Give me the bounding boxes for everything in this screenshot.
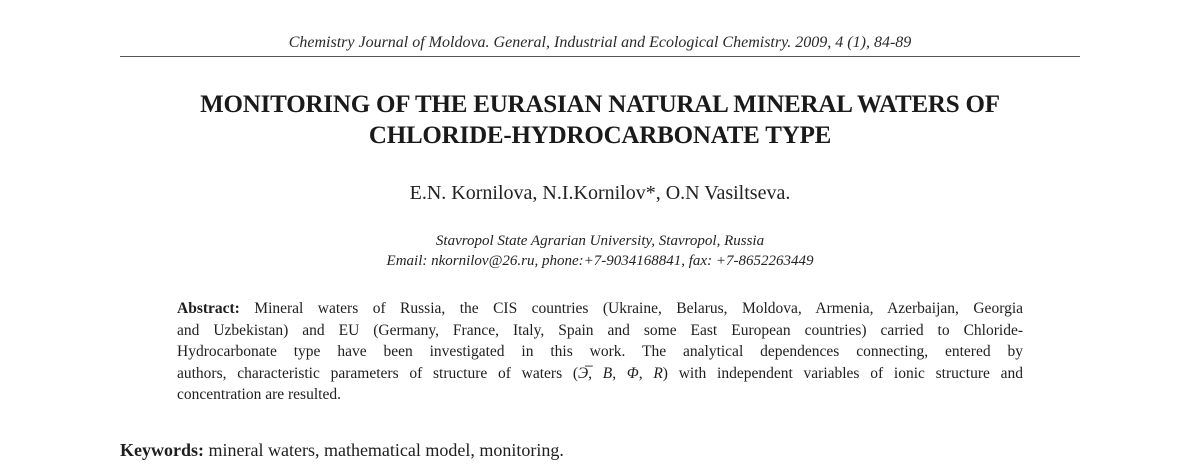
author-list: E.N. Kornilova, N.I.Kornilov*, O.N Vasiltseva. [409, 182, 791, 204]
abstract-label: Abstract: [177, 300, 240, 317]
header-rule [120, 56, 1080, 57]
contact-info: Email: nkornilov@26.ru, phone:+7-9034168841, fax: +7-8652263449 [386, 253, 814, 269]
abstract-text: authors, characteristic parameters of structure of waters ( [177, 364, 579, 382]
abstract-line: and Uzbekistan) and EU (Germany, France, Italy, Spain and some East European countries) carried to Chloride- [177, 321, 1023, 339]
title-line-2: CHLORIDE-HYDROCARBONATE TYPE [368, 122, 832, 149]
abstract-line: Hydrocarbonate type have been investigated in this work. The analytical dependences connecting, entered by [177, 343, 1023, 360]
running-header: Chemistry Journal of Moldova. General, Industrial and Ecological Chemistry. 2009, 4 (1), 84-89 [288, 34, 912, 51]
article-title [100, 89, 1100, 151]
abstract-line [177, 298, 1023, 320]
keywords-label: Keywords: [120, 440, 204, 460]
title-line-1: MONITORING OF THE EURASIAN NATURAL MINERAL WATERS OF [200, 91, 1000, 118]
keywords-text: mineral waters, mathematical model, monitoring. [208, 440, 564, 460]
structure-parameters: Э̅, B, Φ, R [578, 364, 663, 382]
abstract-text: ) with independent variables of ionic structure and [662, 364, 1023, 382]
abstract-line [177, 363, 1023, 385]
affiliation-block [120, 231, 1080, 271]
abstract-line: concentration are resulted. [177, 386, 341, 403]
abstract-text: Mineral waters of Russia, the CIS countries (Ukraine, Belarus, Moldova, Armenia, Azerbaijan, Georgia [254, 300, 1024, 317]
affiliation: Stavropol State Agrarian University, Stavropol, Russia [435, 233, 765, 249]
keywords [120, 438, 1080, 462]
abstract [177, 298, 1023, 406]
